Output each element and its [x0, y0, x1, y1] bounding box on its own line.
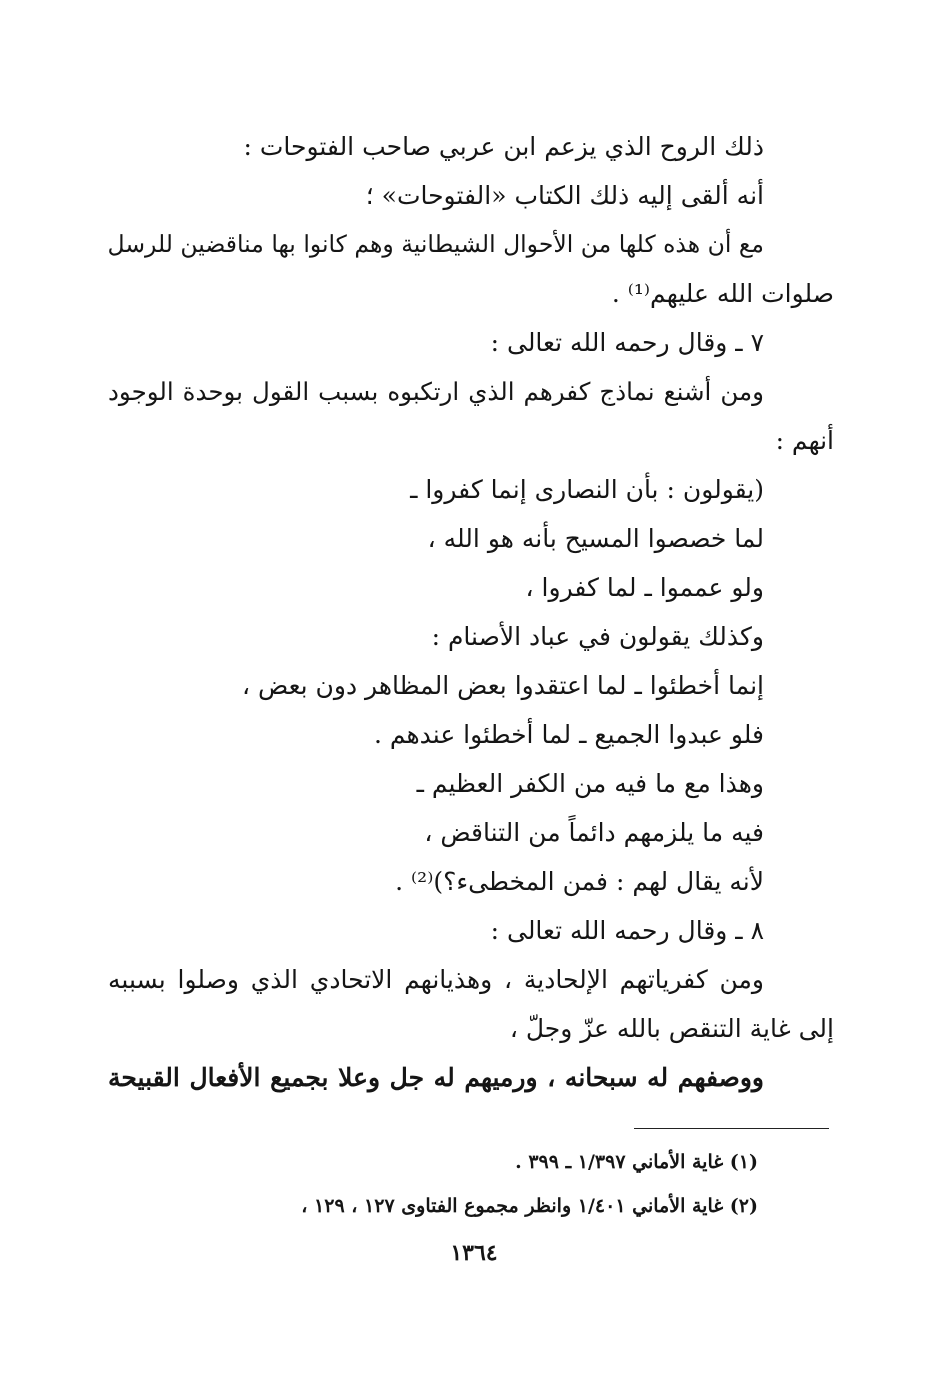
text-line: ولو عمموا ـ لما كفروا ،	[525, 573, 764, 602]
footnote: (٢) غاية الأماني ١/٤٠١ وانظر مجموع الفتاوى ١٢٧ ، ١٢٩ ،	[301, 1195, 758, 1217]
text-line: لأنه يقال لهم : فمن المخطىء؟)⁽²⁾ .	[395, 867, 764, 896]
text-line: وكذلك يقولون في عباد الأصنام :	[431, 622, 764, 651]
text-line: إنما أخطئوا ـ لما اعتقدوا بعض المظاهر دون بعض ،	[241, 671, 764, 700]
text-line: ٨ ـ وقال رحمه الله تعالى :	[490, 916, 764, 945]
page-number: ١٣٦٤	[450, 1240, 498, 1266]
text-line: أنه ألقى إليه ذلك الكتاب «الفتوحات» ؛	[365, 181, 764, 210]
footnote: (١) غاية الأماني ١/٣٩٧ ـ ٣٩٩ .	[515, 1151, 758, 1173]
text-line: إلى غاية التنقص بالله عزّ وجلّ ،	[509, 1014, 834, 1043]
text-line: ٧ ـ وقال رحمه الله تعالى :	[490, 328, 764, 357]
main-text	[108, 122, 834, 1102]
text-line: فيه ما يلزمهم دائماً من التناقض ،	[424, 818, 764, 847]
text-line: أنهم :	[775, 426, 834, 455]
text-line: ومن أشنع نماذج كفرهم الذي ارتكبوه بسبب القول بوحدة الوجود	[108, 377, 764, 406]
text-line: ذلك الروح الذي يزعم ابن عربي صاحب الفتوحات :	[243, 132, 764, 161]
footnotes	[108, 1140, 758, 1228]
text-line: لما خصصوا المسيح بأنه هو الله ،	[427, 524, 764, 553]
text-line: ووصفهم له سبحانه ، ورميهم له جل وعلا بجميع الأفعال القبيحة	[108, 1063, 764, 1092]
text-line: ومن كفرياتهم الإلحادية ، وهذيانهم الاتحادي الذي وصلوا بسببه	[108, 965, 764, 994]
text-line: مع أن هذه كلها من الأحوال الشيطانية وهم كانوا بها مناقضين للرسل	[107, 230, 764, 258]
text-line: فلو عبدوا الجميع ـ لما أخطئوا عندهم .	[373, 720, 764, 749]
footnote-separator	[634, 1128, 829, 1129]
text-line: (يقولون : بأن النصارى إنما كفروا ـ	[410, 475, 764, 504]
text-line: وهذا مع ما فيه من الكفر العظيم ـ	[416, 769, 764, 798]
text-line: صلوات الله عليهم⁽¹⁾ .	[611, 279, 834, 308]
